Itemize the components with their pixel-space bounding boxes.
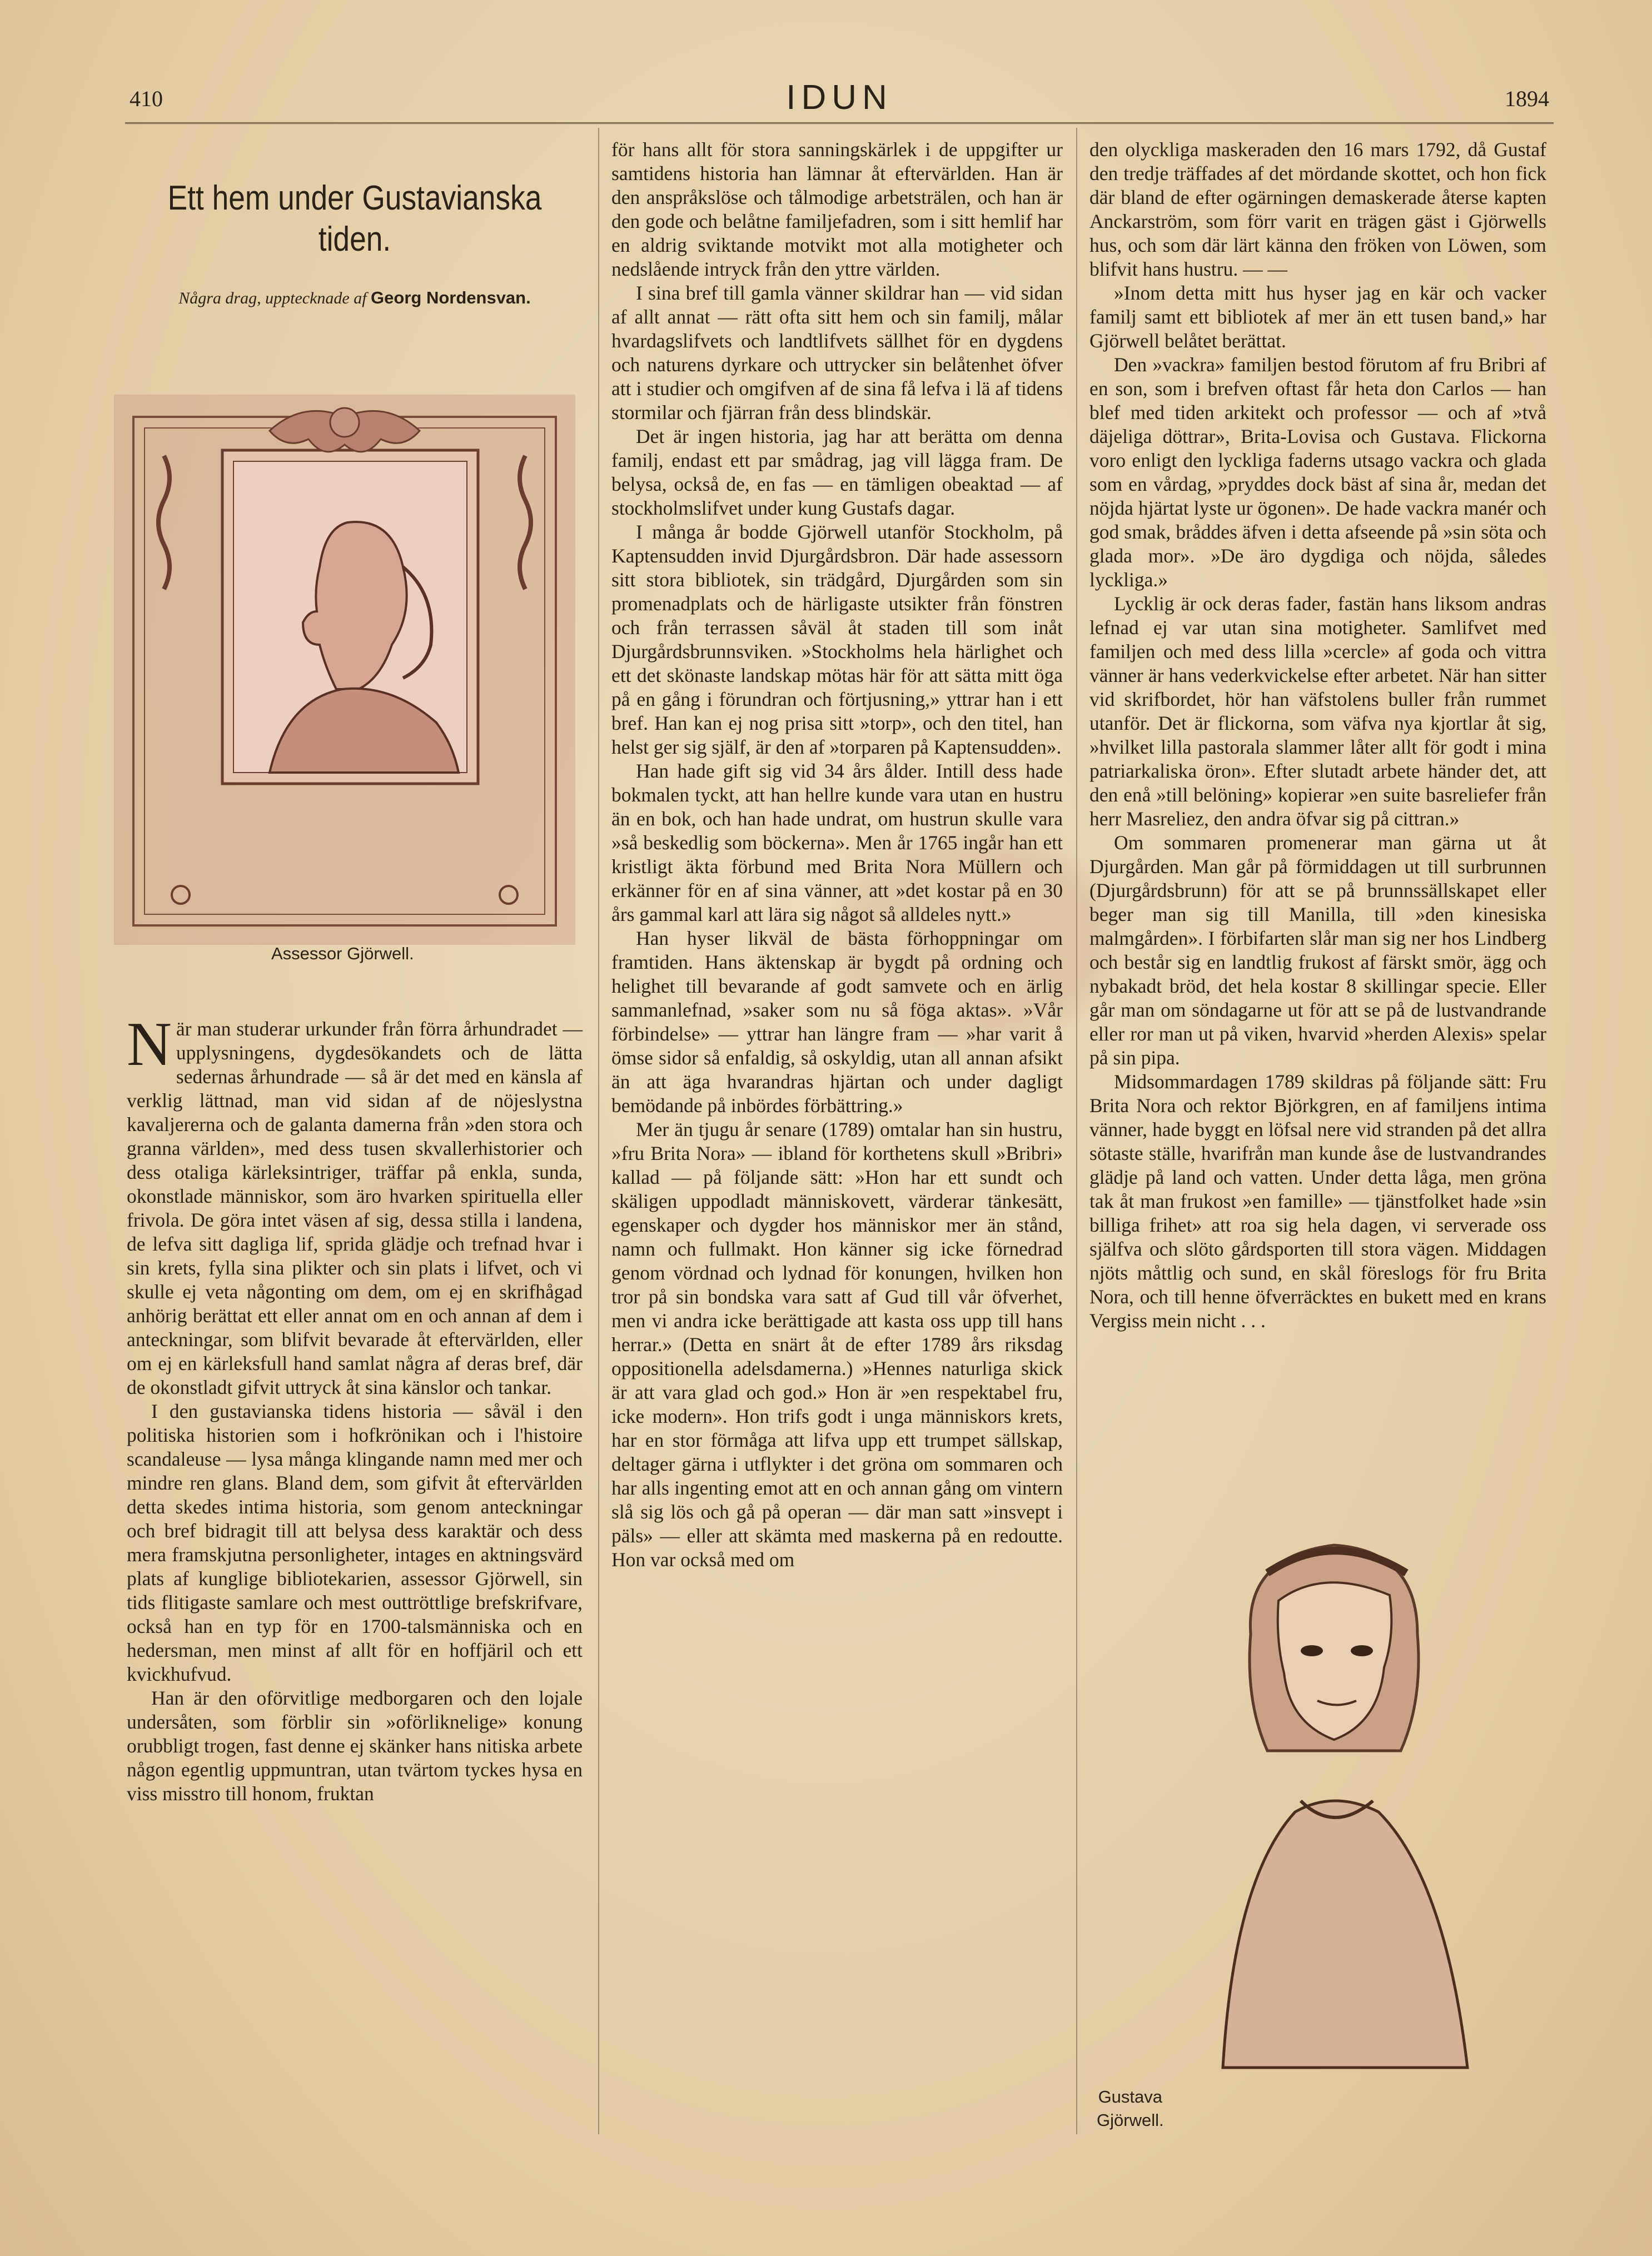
paragraph: I många år bodde Gjörwell utanför Stockholm, på Kaptensudden invid Djurgårdsbron. Där hade assessorn sitt stora bibliotek, sin trädgård, Djurgården som sin promenadplats och de härligaste utsikter från fönstren och från terrassen såväl åt staden till som inåt Djurgårdsbrunnsviken. »Stockholms hela härlighet och ett det skönaste landskap mötas här för att sätta mitt öga på en gång i förundran och förtjusning,» yttrar han i ett bref. Han kan ej nog prisa sitt »torp», och den titel, han helst ger sig själf, är den af »torparen på Kaptensudden».: [611, 521, 1063, 758]
running-header: [125, 78, 1554, 124]
page-number: 410: [130, 86, 163, 111]
paragraph: Han hyser likväl de bästa förhoppningar om framtiden. Hans äktenskap är bygdt på ordning och helighet till bevarande af godt samvete och en ärlig sammanlefnad, »saker som nu så föga aktas». »Vår förbindelse» — yttrar han längre fram — »har varit å ömse sidor så enfaldig, så oskyldig, utan all annan afsikt än att äga hvarandras hjärtan och under dagligt bemödande på inbördes förbättring.»: [611, 927, 1063, 1117]
paragraph: [127, 1010, 583, 1400]
paragraph: Han är den oförvitlige medborgaren och den lojale undersåten, som förblir sin »oförliknelige» konung orubbligt trogen, fast denne ej skänker hans nitiska arbete någon egentlig uppmuntran, utan tvärtom tyckes hysa en viss misstro till honom, fruktan: [127, 1687, 583, 1805]
paragraph: Om sommaren promenerar man gärna ut åt Djurgården. Man går på förmiddagen ut till surbrunnen (Djurgårdsbrunn) för att se på brunnssällskapet eller beger man sig till Manilla, till »den kinesiska malmgården». I förbifarten slår man sig ner hos Lindberg och består sig en landtlig frukost af färskt smör, ägg och nybakadt bröd, det hela kostar 8 skillingar specie. Eller går man om söndagarne ut för att se på de lustvandrande eller ror man ut på viken, hvarvid »herden Alexis» spelar på sin pipa.: [1089, 831, 1546, 1069]
eye: [1351, 1645, 1373, 1656]
gustava-sketch: [1156, 1490, 1512, 2090]
drop-cap: N: [127, 1010, 172, 1079]
paragraph: Midsommardagen 1789 skildras på följande sätt: Fru Brita Nora och rektor Björkgren, en af familjens intima vänner, hade byggt en löfsal nere vid stranden på det allra sötaste ställe, hvarifrån man kunde åse de lustvandrandes glädje på land och vatten. Under detta låga, men gröna tak åt man frukost »en famille» — tjänstfolket hade »sin billiga frihet» att roa sig hela dagen, vi serverade oss själfva och slöto gårdsporten till stora vägen. Middagen njöts måttlig och sund, en skål föreslogs för fru Brita Nora, och till henne öfverräcktes en bukett med en krans Vergiss mein nicht . . .: [1089, 1070, 1546, 1332]
portrait-illustration: [103, 333, 586, 967]
byline-prefix: Några drag, upptecknade af: [178, 289, 367, 307]
byline: [127, 288, 583, 308]
article-title: [158, 178, 550, 260]
paragraph: Den »vackra» familjen bestod förutom af fru Bribri af en son, som i brefven oftast får heta don Carlos — han blef med tiden arkitekt och professor — och af »två däjeliga döttrar», Brita-Lovisa och Gustava. Flickorna voro enligt den lyckliga faderns utsago vackra och glada som en vårdag, »pryddes dock bäst af sina år, medan det nöjda hjärtat lyste ur ögonen». De hade vackra manér och god smak, bråddes äfven i detta afseende på »sin söta och glada mor». »De äro dygdiga och nöjda, således lyckliga.»: [1089, 353, 1546, 591]
paragraph: Mer än tjugu år senare (1789) omtalar han sin hustru, »fru Brita Nora» — ibland för korthetens skull »Bribri» kallad — på följande sätt: »Hon har ett sundt och skäligen uppodladt människovett, värderar tänkesätt, egenskaper och dygder hos människor mer än stånd, namn och fullmakt. Hon känner sig icke förnedrad genom vördnad och lydnad för konungen, hvilken hon tror på sin bondska vara satt af Gud till vår öfverhet, men vi andra icke berättigade att kasta oss upp till hans herrar.» (Detta en snärt åt de efter 1789 års riksdag oppositionella adelsdamerna.) »Hennes naturliga skick är att vara glad och god.» Hon är »en respektabel fru, icke modern». Hon trifs godt i unga människors krets, har en stor förmåga att lifva upp ett trumpet sällskap, deltager gärna i utflykter i det gröna om sommaren och har alls ingenting emot att en och annan gång om vintern slå sig lös och gå på operan — där man satt »insvept i päls» — eller att skämta med maskerna på en redoutte. Hon var också med om: [611, 1118, 1063, 1571]
rosette: [330, 408, 359, 437]
column-2: [611, 138, 1063, 1572]
column-1: [127, 1010, 583, 1806]
paragraph: för hans allt för stora sanningskärlek i de uppgifter ur samtidens historia han lämnar åt eftervärlden. Han är den anspråkslöse och tålmodige arbetsträlen, och han är den gode och belåtne familjefadren, som i sitt hemlif har en aldrig sviktande motvikt mot alla motigheter och nedslående intryck från den yttre världen.: [611, 138, 1063, 280]
title-line: tiden.: [318, 220, 391, 258]
paragraph: Det är ingen historia, jag har att berätta om denna familj, endast ett par smådrag, jag vill lägga fram. De belysa, också de, en fas — en tämligen obeaktad — af stockholmslifvet under kung Gustafs dagar.: [611, 425, 1063, 519]
paragraph: I sina bref till gamla vänner skildrar han — vid sidan af allt annat — rätt ofta sitt hem och sin familj, målar hvardagslifvets och landtlifvets sällhet för en dygdens och naturens dyrkare och uttrycker sin belåtenhet öfver att i studier och omgifven af de sina få lefva i lä af tidens stormilar och fjärran från dess blindskär.: [611, 282, 1063, 424]
caption-line: Gjörwell.: [1097, 2110, 1164, 2130]
paragraph: Lycklig är ock deras fader, fastän hans liksom andras lefnad ej var utan sina motigheter. Samlifvet med familjen och med dess lilla »cercle» af goda och vittra vänner är hans vederkvickelse efter arbetet. När han sitter vid skrifbordet, hör han väfstolens buller från rummet utanför. Det är flickorna, som väfva nya kjortlar åt sig, »hvilket lilla pastorala slammer låter allt för godt i mina patriarkaliska öron». Efter slutadt arbete händer det, att den enå »till belöning» kopierar »en suite basreliefer från herr Masreliez, den andra öfvar sig på cittran.»: [1089, 592, 1546, 830]
column-rule: [1076, 128, 1077, 2134]
dress: [1223, 1801, 1467, 2068]
column-rule: [598, 128, 599, 2134]
column-3: [1089, 138, 1546, 1333]
paragraph: Han hade gift sig vid 34 års ålder. Intill dess hade bokmalen tyckt, att han hellre kunde vara utan en hustru än en bok, och han hade undrat, om hustrun skulle vara »så beskedlig som böckerna». Men år 1765 ingår han ett kristligt äkta förbund med Brita Nora Müllern och erkänner för en af sina vänner, att »det kostar på en 30 års gammal karl att lära sig något så alldeles nytt.»: [611, 760, 1063, 925]
eye: [1301, 1645, 1323, 1656]
paragraph-text: är man studerar urkunder från förra århundradet — upplysningens, dygdesökandets och de lätta sedernas århundrade — så är det med en känsla af verklig lättnad, man vid sidan af de nöjeslystna kavaljererna och de galanta damerna från »den stora och granna världen», med dess tusen skvallerhistorier och dess otaliga kärleksintriger, träffar på enkla, sunda, okonstlade människor, som äro hvarken spirituella eller frivola. De göra intet väsen af sig, dessa stilla i landena, de lefva sitt dagliga lif, sprida glädje och trefnad hvar i sin krets, fylla sina plikter och sin plats i lifvet, och vi skulle ej veta någonting om dem, om ej en skrifhågad anhörig berättat ett eller annat om en och annan af dem i anteckningar, som blifvit bevarade åt eftervärlden, eller om ej en kärleksfull hand samlat några af deras bref, där de okonstladt gifvit uttryck åt sina känslor och tankar.: [127, 1018, 583, 1398]
year: 1894: [1505, 86, 1549, 111]
paragraph: »Inom detta mitt hus hyser jag en kär och vacker familj samt ett bibliotek af mer än ett tusen band,» har Gjörwell belåtet berättat.: [1089, 282, 1546, 352]
masthead: IDUN: [786, 78, 893, 117]
portrait-caption: Assessor Gjörwell.: [271, 944, 414, 963]
paragraph: den olyckliga maskeraden den 16 mars 1792, då Gustaf den tredje träffades af det mördande skottet, och hon fick där bland de efter ogärningen demaskerade återse kapten Anckarström, som förr varit en trägen gäst i Gjörwells hus, och som där lärt känna den fröken von Löwen, som blifvit hans hustru. — —: [1089, 138, 1546, 280]
byline-author: Georg Nordensvan.: [371, 288, 531, 307]
title-line: Ett hem under Gustavianska: [167, 179, 542, 217]
paragraph: I den gustavianska tidens historia — såväl i den politiska historien som i hofkrönikan och i l'histoire scandaleuse — lysa många klingande namn med mer och mindre ren glans. Bland dem, som gifvit åt eftervärlden detta skedes intima historia, som genom anteckningar och bref bidragit till att belysa dess karaktär och dess mera framskjutna personligheter, intages en aktningsvärd plats af kunglige bibliotekarien, assessor Gjörwell, sin tids flitigaste samlare och mest outtröttlige brefskrifvare, också han en typ för en 1700-talsmänniska och en hedersman, men minst af allt för en hoffjäril och ett kvickhufvud.: [127, 1400, 583, 1685]
caption-line: Gustava: [1098, 2087, 1163, 2106]
sketch-caption: [1097, 2085, 1164, 2132]
